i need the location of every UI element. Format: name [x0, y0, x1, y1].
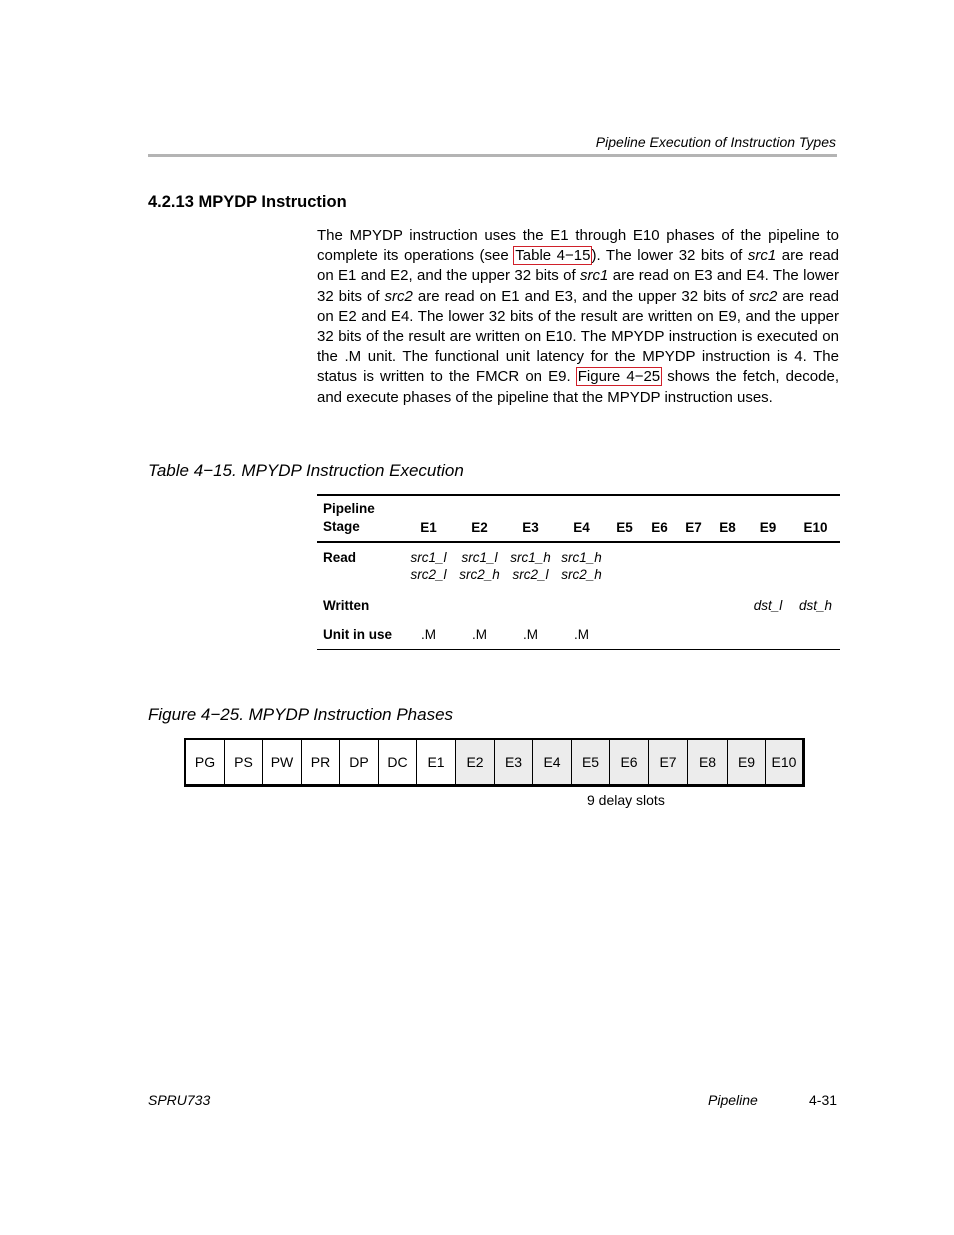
- cell-value: src1_h: [510, 550, 551, 565]
- phase-e1: E1: [417, 740, 456, 784]
- phase-e7: E7: [649, 740, 688, 784]
- phase-e4: E4: [533, 740, 572, 784]
- table-cell: [403, 597, 454, 626]
- table-cell: [745, 542, 791, 597]
- table-row: [317, 542, 840, 597]
- column-header-e6: E6: [642, 495, 677, 542]
- phase-pr: PR: [302, 740, 340, 784]
- table-cell: [556, 626, 607, 650]
- table-header-row: [317, 495, 840, 542]
- body-text-3: are read on E1 and E2, and the upper 32 bits of: [317, 247, 840, 285]
- row-label: Unit in use: [317, 626, 403, 650]
- table-cell: [505, 597, 556, 626]
- column-header-e2: E2: [454, 495, 505, 542]
- phase-dp: DP: [340, 740, 379, 784]
- phase-e8: E8: [688, 740, 728, 784]
- cell-value: .M: [523, 627, 538, 642]
- cell-value: src1_l: [410, 550, 447, 565]
- phase-e6: E6: [610, 740, 649, 784]
- table-cell: [677, 542, 710, 597]
- section-title: 4.2.13 MPYDP Instruction: [148, 193, 347, 211]
- table-cell: [791, 597, 840, 626]
- body-text-5: are read on E1 and E3, and the upper 32 bits of: [412, 287, 749, 305]
- cell-value: src2_h: [561, 567, 602, 582]
- column-header-e7: E7: [677, 495, 710, 542]
- operand-src1: src1: [747, 247, 777, 265]
- phase-e9: E9: [728, 740, 766, 784]
- table-cell: [556, 542, 607, 597]
- table-row: [317, 626, 840, 650]
- cell-value: src2_l: [512, 567, 549, 582]
- table-row: [317, 597, 840, 626]
- execution-table: [317, 494, 840, 650]
- cell-value: .M: [574, 627, 589, 642]
- cell-value: src1_h: [561, 550, 602, 565]
- cell-value: .M: [421, 627, 436, 642]
- footer-doc-id: SPRU733: [148, 1092, 211, 1108]
- table-cell: [403, 626, 454, 650]
- pipeline-phase-strip: [184, 738, 805, 787]
- cell-value: src1_l: [461, 550, 498, 565]
- footer-chapter: Pipeline: [708, 1092, 758, 1108]
- table-cell: [642, 626, 677, 650]
- table-cell: [505, 542, 556, 597]
- table-cell: [791, 542, 840, 597]
- table-xref-link[interactable]: Table 4−15: [515, 247, 591, 265]
- cell-value: src2_l: [410, 567, 447, 582]
- table-cell: [745, 626, 791, 650]
- column-header-e4: E4: [556, 495, 607, 542]
- running-header: Pipeline Execution of Instruction Types: [595, 134, 836, 150]
- operand-src2: src2: [748, 287, 778, 305]
- table-cell: [745, 597, 791, 626]
- table-cell: [403, 542, 454, 597]
- figure-xref-link[interactable]: Figure 4−25: [577, 368, 661, 386]
- body-paragraph: [317, 226, 839, 408]
- delay-slots-label: 9 delay slots: [587, 792, 665, 808]
- phase-dc: DC: [379, 740, 417, 784]
- column-header-e3: E3: [505, 495, 556, 542]
- column-header-e1: E1: [403, 495, 454, 542]
- table-cell: [607, 597, 642, 626]
- table-cell: [710, 597, 745, 626]
- cell-value: src2_h: [459, 567, 500, 582]
- table-cell: [454, 626, 505, 650]
- row-label: Read: [323, 550, 357, 565]
- column-header-e9: E9: [745, 495, 791, 542]
- body-text-7: shows the fetch, decode, and execute phases of the pipeline that the MPYDP instruction uses.: [317, 368, 839, 406]
- body-text-4: are read on E3 and E4. The lower 32 bits of: [317, 267, 839, 305]
- phase-e5: E5: [572, 740, 610, 784]
- column-header-e8: E8: [710, 495, 745, 542]
- operand-src1: src1: [580, 267, 609, 285]
- phase-pg: PG: [186, 740, 225, 784]
- operand-src2: src2: [384, 287, 413, 305]
- body-text-1: The MPYDP instruction uses the E1 through E10 phases of the pipeline to complete its operations (see: [317, 227, 839, 265]
- table-cell: [642, 597, 677, 626]
- phase-e3: E3: [495, 740, 533, 784]
- table-cell: [454, 597, 505, 626]
- table-cell: [677, 597, 710, 626]
- phase-e10: E10: [766, 740, 802, 784]
- table-cell: [677, 626, 710, 650]
- cell-value: dst_h: [798, 598, 833, 613]
- table-cell: [607, 626, 642, 650]
- table-cell: [791, 626, 840, 650]
- body-text-6: are read on E2 and E4. The lower 32 bits of the result are written on E9, and the upper 32 bits of the result are written on E10. The MPYDP instruction is executed on the .M unit. The functional unit latency for the MPYDP instruction is 4. The status is written to the FMCR on E9.: [317, 287, 839, 386]
- column-header-e10: E10: [791, 495, 840, 542]
- table-cell: [505, 626, 556, 650]
- footer-page-number: 4-31: [809, 1092, 838, 1108]
- body-text-2: ). The lower 32 bits of: [591, 247, 748, 265]
- table-cell: [556, 597, 607, 626]
- row-label: Written: [323, 598, 370, 613]
- table-cell: [642, 542, 677, 597]
- cell-value: dst_l: [753, 598, 783, 613]
- table-caption: Table 4−15. MPYDP Instruction Execution: [148, 461, 464, 480]
- phase-pw: PW: [263, 740, 302, 784]
- table-cell: [454, 542, 505, 597]
- table-cell: [710, 626, 745, 650]
- stage-header: Pipeline Stage: [317, 495, 403, 542]
- phase-e2: E2: [456, 740, 495, 784]
- phase-ps: PS: [225, 740, 263, 784]
- figure-caption: Figure 4−25. MPYDP Instruction Phases: [148, 705, 454, 724]
- table-cell: [607, 542, 642, 597]
- column-header-e5: E5: [607, 495, 642, 542]
- header-rule: [148, 154, 837, 157]
- cell-value: .M: [472, 627, 487, 642]
- table-cell: [710, 542, 745, 597]
